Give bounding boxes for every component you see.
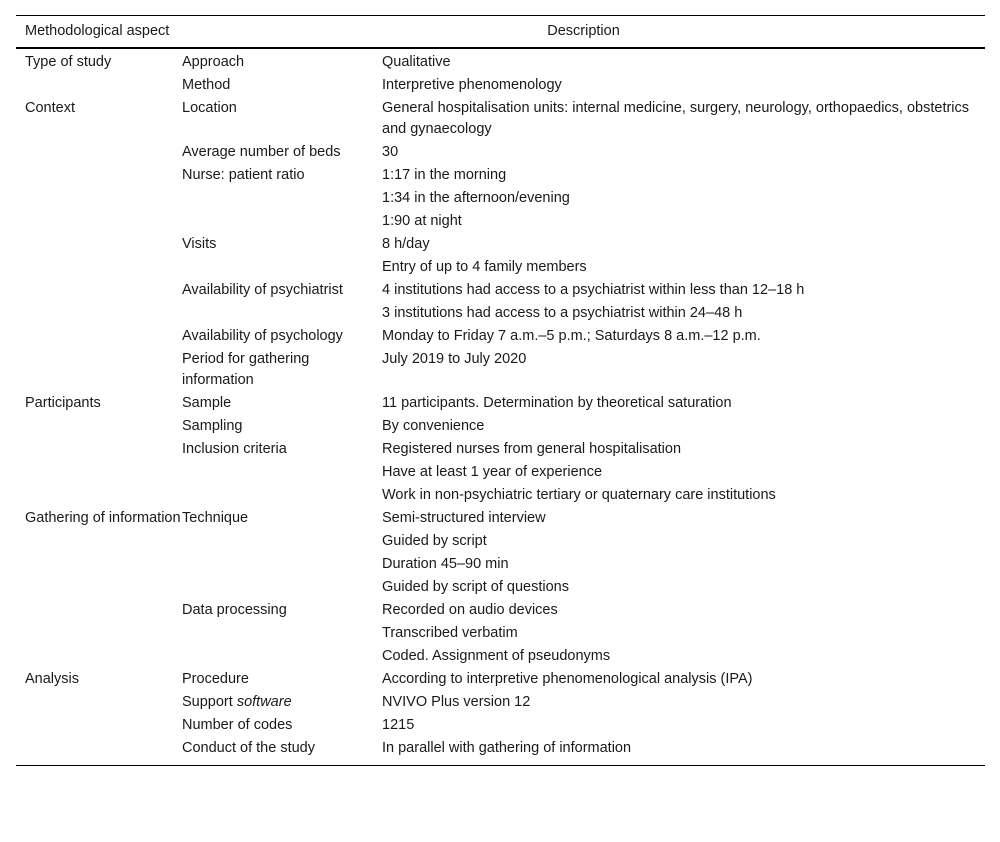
table-row (16, 349, 985, 393)
table-row (16, 738, 985, 765)
methodology-table (16, 16, 985, 47)
table-row (16, 646, 985, 669)
table-bottom-rule (16, 765, 985, 766)
cell-item: Technique (182, 510, 249, 526)
cell-value: Work in non-psychiatric tertiary or quaternary care institutions (382, 487, 776, 503)
table-row (16, 669, 985, 692)
cell-item (182, 692, 382, 715)
header-description: Description (547, 23, 620, 39)
table-row (16, 439, 985, 462)
cell-value: 1:90 at night (382, 213, 462, 229)
cell-value: Qualitative (382, 54, 451, 70)
cell-item: Visits (182, 236, 217, 252)
cell-value: Have at least 1 year of experience (382, 464, 603, 480)
cell-item (182, 211, 382, 234)
table-row (16, 188, 985, 211)
cell-aspect: Context (25, 100, 75, 116)
cell-aspect (16, 531, 182, 554)
cell-aspect (16, 326, 182, 349)
table-row (16, 416, 985, 439)
cell-aspect (16, 142, 182, 165)
table-row (16, 234, 985, 257)
table-row (16, 692, 985, 715)
cell-value: Interpretive phenomenology (382, 77, 562, 93)
cell-value: According to interpretive phenomenological analysis (IPA) (382, 671, 753, 687)
cell-aspect (16, 188, 182, 211)
table-row (16, 165, 985, 188)
cell-value: Monday to Friday 7 a.m.–5 p.m.; Saturdays 8 a.m.–12 p.m. (382, 328, 761, 344)
cell-aspect (16, 165, 182, 188)
cell-aspect (16, 646, 182, 669)
cell-item: Location (182, 100, 237, 116)
cell-aspect (16, 416, 182, 439)
cell-value: Transcribed verbatim (382, 625, 518, 641)
cell-aspect (16, 715, 182, 738)
table-row (16, 531, 985, 554)
cell-value-line: 4 institutions had access to a psychiatrist within less than 12–18 h (382, 282, 805, 298)
table-row (16, 211, 985, 234)
cell-item: Procedure (182, 671, 249, 687)
cell-aspect (16, 234, 182, 257)
methodology-table-container (16, 15, 985, 766)
table-row (16, 715, 985, 738)
header-methodological-aspect: Methodological aspect (25, 23, 170, 39)
table-row (16, 49, 985, 75)
cell-aspect: Type of study (25, 54, 112, 70)
cell-value: 1:17 in the morning (382, 167, 507, 183)
cell-value (382, 280, 985, 326)
cell-item (182, 577, 382, 600)
cell-value: 11 participants. Determination by theoretical saturation (382, 395, 732, 411)
cell-aspect (16, 623, 182, 646)
cell-aspect: Participants (25, 395, 101, 411)
cell-value: 8 h/day (382, 236, 430, 252)
cell-value: Coded. Assignment of pseudonyms (382, 648, 611, 664)
cell-item (182, 462, 382, 485)
cell-aspect (16, 257, 182, 280)
cell-aspect: Analysis (25, 671, 79, 687)
cell-aspect (16, 692, 182, 715)
cell-item: Sample (182, 395, 232, 411)
cell-aspect (16, 280, 182, 326)
cell-aspect (16, 485, 182, 508)
cell-item (182, 485, 382, 508)
cell-value: 1:34 in the afternoon/evening (382, 190, 570, 206)
cell-aspect (16, 439, 182, 462)
cell-value: Guided by script (382, 533, 487, 549)
table-row (16, 257, 985, 280)
table-row (16, 554, 985, 577)
cell-value: In parallel with gathering of information (382, 740, 632, 756)
cell-item: Availability of psychiatrist (182, 282, 343, 298)
cell-item: Conduct of the study (182, 740, 315, 756)
cell-aspect (16, 462, 182, 485)
table-row (16, 142, 985, 165)
support-label-emph: software (236, 694, 292, 710)
cell-value-line: 3 institutions had access to a psychiatrist within 24–48 h (382, 305, 743, 321)
cell-item: Data processing (182, 602, 287, 618)
table-row (16, 508, 985, 531)
cell-item: Number of codes (182, 717, 293, 733)
cell-value: Entry of up to 4 family members (382, 259, 587, 275)
cell-value: Guided by script of questions (382, 579, 569, 595)
cell-item (182, 554, 382, 577)
cell-aspect (16, 738, 182, 765)
cell-item: Inclusion criteria (182, 441, 287, 457)
methodology-table-body (16, 49, 985, 765)
cell-value: Duration 45–90 min (382, 556, 509, 572)
cell-aspect (16, 75, 182, 98)
table-row (16, 75, 985, 98)
table-row (16, 280, 985, 326)
cell-value: Recorded on audio devices (382, 602, 558, 618)
table-row (16, 485, 985, 508)
cell-value: NVIVO Plus version 12 (382, 694, 531, 710)
table-row (16, 462, 985, 485)
cell-item (182, 188, 382, 211)
cell-item (182, 531, 382, 554)
cell-value: 30 (382, 144, 399, 160)
cell-item (182, 623, 382, 646)
cell-item: Availability of psychology (182, 328, 343, 344)
table-row (16, 623, 985, 646)
cell-aspect (16, 577, 182, 600)
table-row (16, 577, 985, 600)
cell-item (182, 646, 382, 669)
cell-item (182, 257, 382, 280)
cell-item: Sampling (182, 418, 243, 434)
support-label-prefix: Support (182, 694, 237, 710)
cell-value: General hospitalisation units: internal medicine, surgery, neurology, orthopaedics, obstetrics and gynaecology (382, 100, 970, 137)
cell-aspect (16, 554, 182, 577)
cell-value: Registered nurses from general hospitalisation (382, 441, 682, 457)
cell-value: 1215 (382, 717, 415, 733)
cell-aspect (16, 600, 182, 623)
cell-item: Method (182, 77, 231, 93)
cell-item: Period for gathering information (182, 351, 310, 388)
cell-value: Semi-structured interview (382, 510, 546, 526)
cell-item: Average number of beds (182, 144, 341, 160)
cell-aspect (16, 211, 182, 234)
cell-aspect: Gathering of information (25, 510, 181, 526)
table-row (16, 600, 985, 623)
table-row (16, 98, 985, 142)
table-row (16, 393, 985, 416)
cell-item: Approach (182, 54, 245, 70)
cell-value: By convenience (382, 418, 485, 434)
table-header-row (16, 16, 985, 47)
cell-value: July 2019 to July 2020 (382, 351, 527, 367)
table-row (16, 326, 985, 349)
cell-aspect (16, 349, 182, 393)
cell-item: Nurse: patient ratio (182, 167, 305, 183)
